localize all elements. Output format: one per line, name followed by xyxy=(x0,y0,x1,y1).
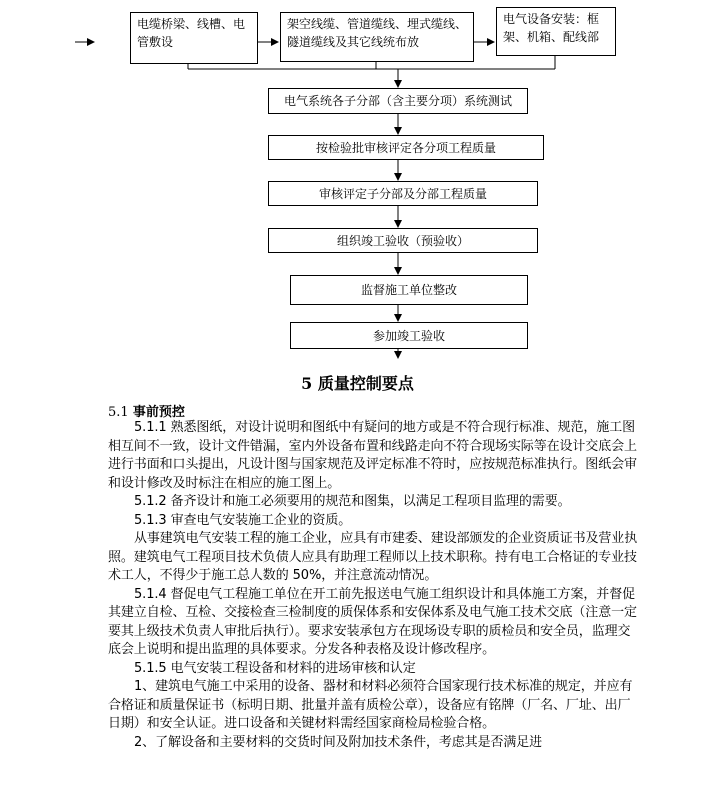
flow-step-pre-acceptance: 组织竣工验收（预验收） xyxy=(268,228,538,253)
flow-box-cable-laying: 架空线缆、管道缆线、埋式缆线、隧道缆线及其它线统布放 xyxy=(280,12,474,62)
subsection-label: 事前预控 xyxy=(132,405,185,420)
flow-step-system-test: 电气系统各子分部（含主要分项）系统测试 xyxy=(268,88,528,114)
flow-box-equipment-install: 电气设备安装：框架、机箱、配线部 xyxy=(496,7,616,56)
paragraph-5-1-2: 5.1.2 备齐设计和施工必须要用的规范和图集，以满足工程项目监理的需要。 xyxy=(134,494,571,509)
flowchart xyxy=(0,0,715,360)
paragraph-5-1-3: 5.1.3 审查电气安装施工企业的资质。 xyxy=(134,512,352,528)
list-item-2: 2、了解设备和主要材料的交货时间及附加技术条件，考虑其是否满足进 xyxy=(134,734,543,750)
flow-step-subdivision-quality: 审核评定子分部及分部工程质量 xyxy=(268,181,538,206)
paragraph-5-1-4: 5.1.4 督促电气工程施工单位在开工前先报送电气施工组织设计和具体施工方案，并督促其建立自检、互检、交接检查三检制度的质保体系和安保体系及电气施工技术交底（注意一定要其上级技术负责人审批后执行）。要求安装承包方在现场设专职的质检员和安全员，监理交底会上说明和提出监理的具体要求。分发各种表格及设计修改程序。 xyxy=(108,586,637,657)
paragraph-5-1-1: 5.1.1 熟悉图纸，对设计说明和图纸中有疑问的地方或是不符合现行标准、规范，施工图相互间不一致，设计文件错漏，室内外设备布置和线路走向不符合现场实际等在设计交底会上进行书面和口头提出，凡设计图与国家规范及评定标准不符时，应按规范标准执行。图纸会审和设计修改及时标注在相应的施工图上。 xyxy=(108,420,637,491)
flow-step-batch-inspection: 按检验批审核评定各分项工程质量 xyxy=(268,135,544,160)
list-item-1: 1、建筑电气施工中采用的设备、器材和材料必须符合国家现行技术标准的规定，并应有合格证和质量保证书（标明日期、批量并盖有质检公章），设备应有铭牌（厂名、厂址、出厂日期）和安全认证。进口设备和关键材料需经国家商检局检验合格。 xyxy=(108,679,633,731)
flow-step-supervise-rectification: 监督施工单位整改 xyxy=(290,275,528,305)
subsection-number: 5.1 xyxy=(108,405,129,420)
subsection-title xyxy=(108,401,185,420)
section-heading: 5 质量控制要点 xyxy=(301,374,414,393)
flow-box-cable-trays: 电缆桥梁、线槽、电管敷设 xyxy=(130,12,258,64)
paragraph-qualification: 从事建筑电气安装工程的施工企业，应具有市建委、建设部颁发的企业资质证书及营业执照。建筑电气工程项目技术负债人应具有助理工程师以上技术职称。持有电工合格证的专业技术工人，不得少于施工总人数的 50%，并注意流动情况。 xyxy=(108,531,638,583)
document-body xyxy=(108,419,638,752)
paragraph-5-1-5: 5.1.5 电气安装工程设备和材料的进场审核和认定 xyxy=(134,660,416,676)
flow-step-final-acceptance: 参加竣工验收 xyxy=(290,322,528,349)
